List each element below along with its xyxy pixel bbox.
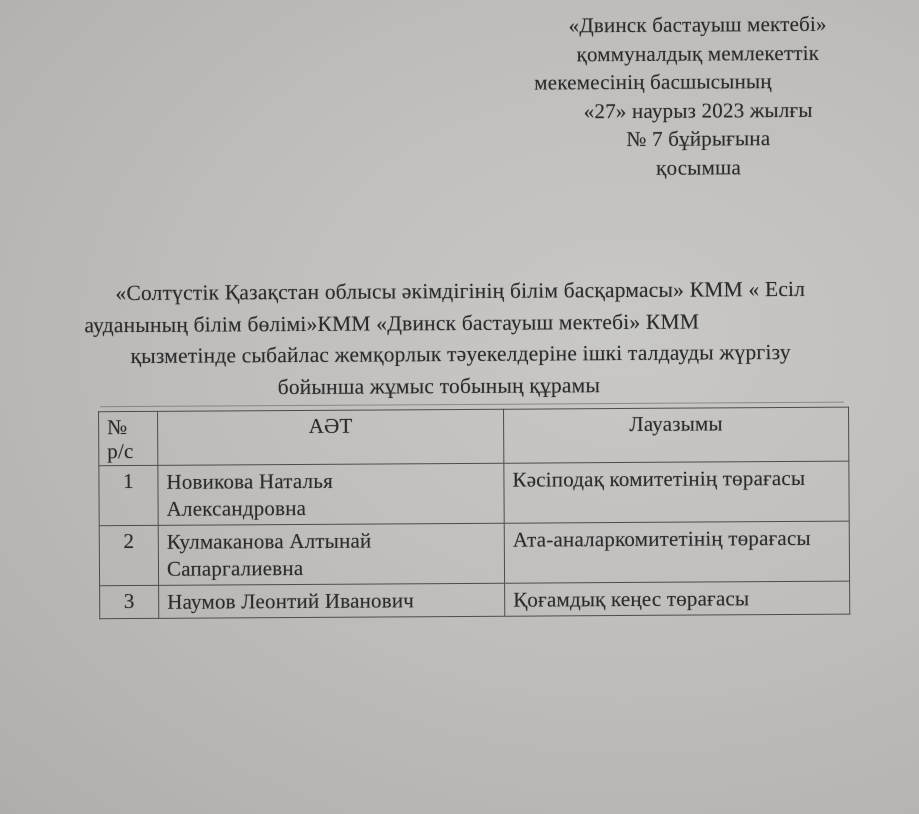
col-header-number xyxy=(99,411,158,465)
staff-table-wrap xyxy=(98,407,849,620)
order-header-line: № 7 бұйрығына xyxy=(626,126,771,151)
member-name-cell xyxy=(158,523,504,585)
member-position-cell: Қоғамдық кеңес төрағасы xyxy=(505,581,850,616)
member-name-cell xyxy=(158,463,504,525)
member-name: Новикова Наталья Александровна xyxy=(166,468,333,521)
order-header-line: «27» наурыз 2023 жылғы xyxy=(583,97,813,123)
row-number-cell: 2 xyxy=(99,525,158,585)
col-header-position: Лауазымы xyxy=(504,407,849,463)
row-number-cell: 1 xyxy=(99,465,158,525)
member-name-cell xyxy=(159,583,505,618)
row-number-cell: 3 xyxy=(100,585,159,618)
table-header-row xyxy=(99,407,849,466)
table-row xyxy=(99,461,849,526)
member-position-cell: Кәсіподақ комитетінің төрағасы xyxy=(504,461,849,523)
col-header-name: АӘТ xyxy=(158,409,504,465)
title-line: «Солтүстік Қазақстан облысы әкімдігінің білім басқармасы» КММ « Есіл xyxy=(115,276,806,306)
table-row xyxy=(100,581,850,619)
title-line: қызметінде сыбайлас жемқорлык тәуекелдеріне ішкі талдауды жүргізу xyxy=(130,339,791,369)
title-line: бойынша жұмыс тобының құрамы xyxy=(277,372,601,399)
title-line: ауданының білім бөлімі»КММ «Двинск бастауыш мектебі» КММ xyxy=(84,309,700,337)
member-name: Кулмаканова Алтынай Сапаргалиевна xyxy=(166,528,372,581)
order-header-line: қосымша xyxy=(656,154,742,180)
col-header-number-line1: № xyxy=(107,415,128,440)
col-header-number-line2: р/с xyxy=(107,438,134,464)
member-name: Наумов Леонтий Иванович xyxy=(167,588,415,614)
order-header-line: қоммуналдық мемлекеттік xyxy=(576,40,820,66)
member-position-cell: Ата-аналаркомитетінің төрағасы xyxy=(504,521,849,583)
order-header-line: мекемесінің басшысының xyxy=(534,69,772,95)
table-row xyxy=(99,521,849,586)
staff-table xyxy=(98,407,850,620)
appendix-title xyxy=(84,274,837,405)
order-header-block xyxy=(488,9,909,183)
order-header-line: «Двинск бастауыш мектебі» xyxy=(568,11,827,38)
